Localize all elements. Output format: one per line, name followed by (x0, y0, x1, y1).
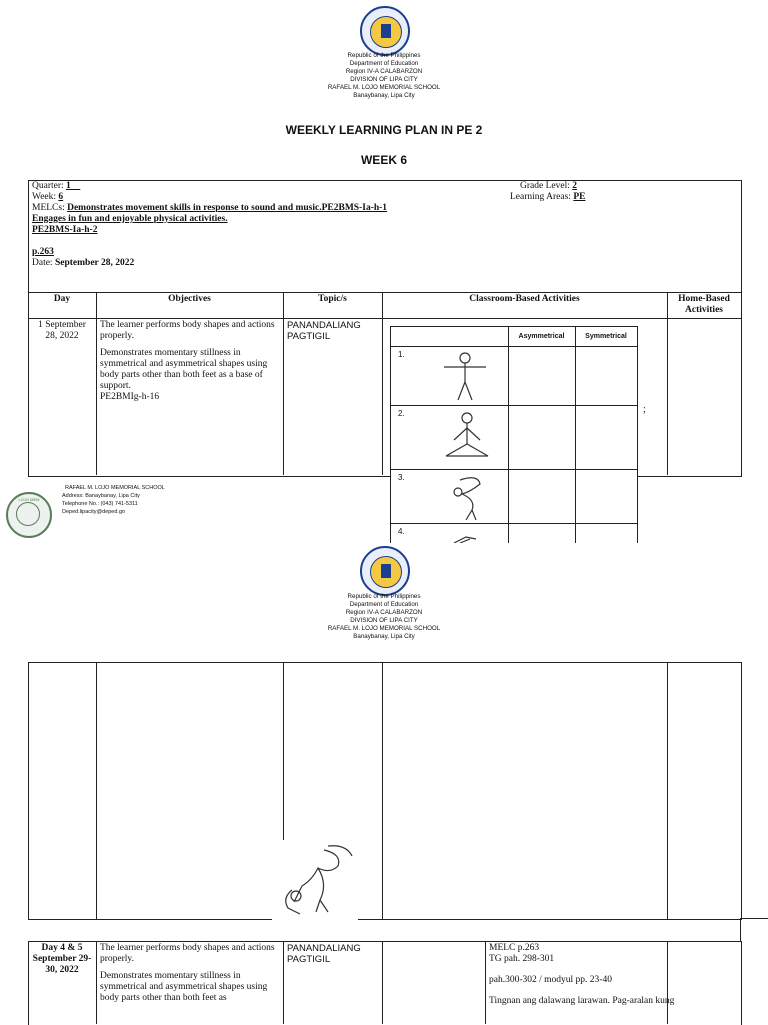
shape-row-1: 1. (398, 350, 405, 359)
deped-seal-icon (360, 6, 410, 56)
figure-split-icon (442, 410, 492, 466)
letterhead: Republic of the Philippines Department of Education Region IV-A CALABARZON DIVISION OF LIPA CITY RAFAEL M. LOJO MEMORIAL SCHOOL Banaybanay, Lipa City (327, 52, 441, 99)
row3-activities: MELC p.263 TG pah. 298-301 pah.300-302 / modyul pp. 23-40 Tingnan ang dalawang larawan. Pag-aralan kung (489, 943, 675, 1006)
shape-row-2: 2. (398, 409, 405, 418)
shape-row-3: 3. (398, 473, 405, 482)
week-title: WEEK 6 (360, 153, 407, 167)
col-objectives: Objectives (168, 294, 211, 304)
figure-partial-icon (450, 531, 490, 543)
footer-block: RAFAEL M. LOJO MEMORIAL SCHOOL Address: Banaybanay, Lipa City Telephone No.: (043) 741-5311 Deped.lipacity@deped.go (62, 485, 165, 515)
col-classroom: Classroom-Based Activities (469, 294, 580, 304)
row3-topic: PANANDALIANG PAGTIGIL (287, 943, 361, 965)
grade-block: Grade Level: 2 Learning Areas: PE (510, 181, 586, 202)
row3-objectives: The learner performs body shapes and actions properly. Demonstrates momentary stillness in symmetrical and asymmetrical shapes using body parts other than both feet as (100, 943, 275, 1003)
row3-day: Day 4 & 5 September 29-30, 2022 (32, 943, 92, 975)
row1-topic: PANANDALIANG PAGTIGIL (287, 320, 361, 342)
shape-row-4: 4. (398, 527, 405, 536)
cartwheel-figure-icon (272, 840, 358, 920)
col-home: Home-Based Activities (678, 294, 730, 315)
figure-bent-icon (450, 472, 490, 522)
page-title: WEEKLY LEARNING PLAN IN PE 2 (285, 123, 483, 137)
info-block: Quarter: 1 Week: 6 MELCs: Demonstrates movement skills in response to sound and music.PE2BMS-Ia-h-1 Engages in fun and enjoyable physical activities. PE2BMS-Ia-h-2 p.263 Date: September 28, 2022 (32, 181, 388, 268)
col-asymmetrical: Asymmetrical (518, 333, 565, 340)
plan-table-continued (28, 662, 742, 920)
semicolon: ; (643, 404, 646, 415)
row1-objectives: The learner performs body shapes and actions properly. Demonstrates momentary stillness in symmetrical and asymmetrical shapes using body parts other than both feet as a base of support. PE2BMIg-h-16 (100, 320, 275, 402)
shape-table (390, 326, 638, 543)
col-day: Day (53, 294, 71, 304)
deped-seal-icon-2 (360, 546, 410, 596)
col-topics: Topic/s (318, 294, 347, 304)
row1-day: 1 September 28, 2022 (38, 320, 86, 341)
col-symmetrical: Symmetrical (585, 333, 627, 340)
figure-arms-out-icon (440, 350, 490, 402)
letterhead-2: Republic of the Philippines Department of Education Region IV-A CALABARZON DIVISION OF LIPA CITY RAFAEL M. LOJO MEMORIAL SCHOOL Banaybanay, Lipa City (327, 593, 441, 640)
school-logo-icon: LOJO MEM (6, 492, 52, 538)
